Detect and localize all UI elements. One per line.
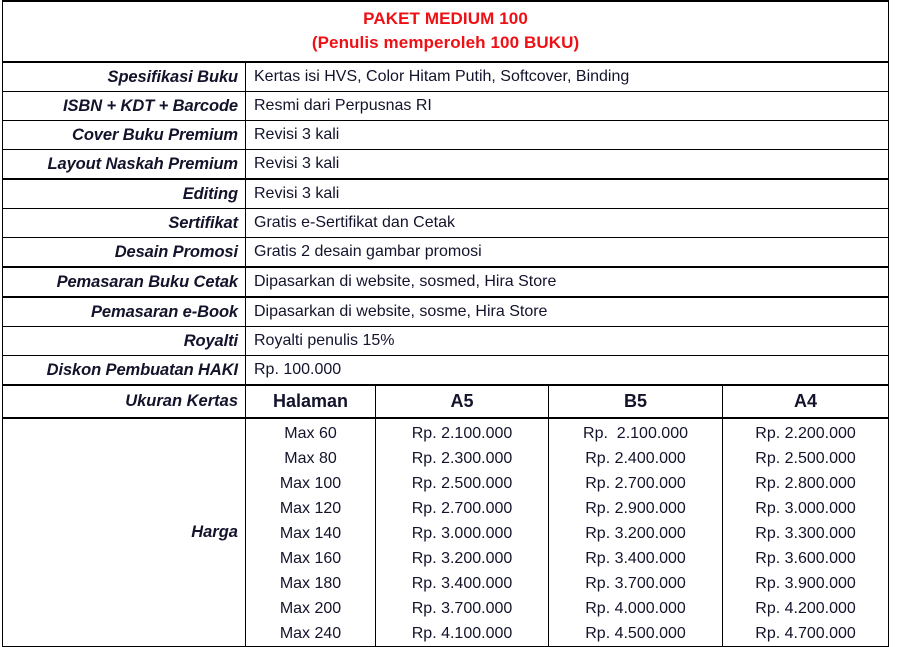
spec-label-spesifikasi-buku: Spesifikasi Buku — [3, 62, 246, 92]
spec-label-editing: Editing — [3, 179, 246, 209]
price-cell: Rp. 2.100.000 — [583, 425, 688, 442]
column-header-halaman: Halaman — [246, 385, 376, 418]
price-cell: Max 160 — [279, 550, 342, 567]
spec-label-layout-naskah-premium: Layout Naskah Premium — [3, 150, 246, 180]
spec-label-royalti: Royalti — [3, 327, 246, 356]
price-cell: Rp. 3.700.000 — [411, 600, 513, 617]
price-cell: Rp. 4.500.000 — [585, 625, 686, 642]
spec-label-pemasaran-ebook: Pemasaran e-Book — [3, 297, 246, 327]
spec-value-isbn-kdt-barcode: Resmi dari Perpusnas RI — [246, 92, 889, 121]
price-cell: Max 180 — [279, 575, 342, 592]
table-body — [3, 1, 889, 647]
spec-value-cover-buku-premium: Revisi 3 kali — [246, 121, 889, 150]
price-cell: Rp. 3.200.000 — [585, 525, 686, 542]
price-cell: Rp. 3.200.000 — [411, 550, 513, 567]
price-cell: Rp. 2.300.000 — [411, 450, 513, 467]
package-subtitle: (Penulis memperoleh 100 BUKU) — [311, 33, 580, 52]
column-header-a5: A5 — [376, 385, 549, 418]
price-cell: Rp. 4.000.000 — [585, 600, 686, 617]
price-cell: Rp. 4.700.000 — [755, 625, 856, 642]
price-stack-b5 — [549, 419, 722, 646]
price-stack-halaman — [246, 419, 375, 646]
price-cell: Max 140 — [279, 525, 342, 542]
spec-value-desain-promosi: Gratis 2 desain gambar promosi — [246, 238, 889, 268]
table-row — [3, 179, 889, 209]
column-header-a4: A4 — [723, 385, 889, 418]
price-cell: Max 60 — [284, 425, 337, 442]
table-row — [3, 62, 889, 92]
price-cell: Rp. 3.400.000 — [411, 575, 513, 592]
price-cell: Rp. 2.500.000 — [755, 450, 856, 467]
price-cell: Rp. 2.800.000 — [755, 475, 856, 492]
price-stack-a5 — [376, 419, 548, 646]
price-cell: Rp. 3.700.000 — [585, 575, 686, 592]
spec-label-diskon-haki: Diskon Pembuatan HAKI — [3, 356, 246, 386]
price-cell: Rp. 2.700.000 — [585, 475, 686, 492]
price-cell: Rp. 2.200.000 — [755, 425, 856, 442]
spec-label-pemasaran-buku-cetak: Pemasaran Buku Cetak — [3, 267, 246, 297]
spec-label-cover-buku-premium: Cover Buku Premium — [3, 121, 246, 150]
spec-value-pemasaran-buku-cetak: Dipasarkan di website, sosmed, Hira Store — [246, 267, 889, 297]
table-row — [3, 92, 889, 121]
price-cell: Rp. 2.100.000 — [411, 425, 513, 442]
table-row — [3, 238, 889, 268]
price-column-b5 — [549, 418, 723, 647]
table-row — [3, 297, 889, 327]
price-cell: Rp. 4.100.000 — [411, 625, 513, 642]
package-pricing-table — [2, 0, 889, 647]
spec-value-spesifikasi-buku: Kertas isi HVS, Color Hitam Putih, Softcover, Binding — [246, 62, 889, 92]
table-row — [3, 356, 889, 386]
price-cell: Max 100 — [279, 475, 342, 492]
price-column-a4 — [723, 418, 889, 647]
table-row — [3, 327, 889, 356]
price-cell: Max 80 — [284, 450, 337, 467]
spec-value-layout-naskah-premium: Revisi 3 kali — [246, 150, 889, 180]
price-cell: Rp. 2.900.000 — [585, 500, 686, 517]
price-column-halaman — [246, 418, 376, 647]
spec-value-sertifikat: Gratis e-Sertifikat dan Cetak — [246, 209, 889, 238]
price-cell: Rp. 3.400.000 — [585, 550, 686, 567]
price-cell: Max 240 — [279, 625, 342, 642]
spec-value-diskon-haki: Rp. 100.000 — [246, 356, 889, 386]
spec-value-royalti: Royalti penulis 15% — [246, 327, 889, 356]
spec-label-isbn-kdt-barcode: ISBN + KDT + Barcode — [3, 92, 246, 121]
price-cell: Rp. 2.500.000 — [411, 475, 513, 492]
package-title-cell — [3, 1, 889, 62]
price-cell: Rp. 4.200.000 — [755, 600, 856, 617]
spec-label-sertifikat: Sertifikat — [3, 209, 246, 238]
price-stack-a4 — [723, 419, 888, 646]
price-cell: Rp. 3.000.000 — [411, 525, 513, 542]
table-row — [3, 121, 889, 150]
price-cell: Rp. 3.600.000 — [755, 550, 856, 567]
spec-value-pemasaran-ebook: Dipasarkan di website, sosme, Hira Store — [246, 297, 889, 327]
price-cell: Rp. 2.700.000 — [411, 500, 513, 517]
spec-label-desain-promosi: Desain Promosi — [3, 238, 246, 268]
price-cell: Rp. 3.000.000 — [755, 500, 856, 517]
harga-label: Harga — [3, 418, 246, 647]
price-cell: Rp. 3.300.000 — [755, 525, 856, 542]
table-row — [3, 267, 889, 297]
paper-size-header-row — [3, 385, 889, 418]
spec-value-editing: Revisi 3 kali — [246, 179, 889, 209]
price-cell: Rp. 3.900.000 — [755, 575, 856, 592]
paper-size-row-label: Ukuran Kertas — [3, 385, 246, 418]
price-column-a5 — [376, 418, 549, 647]
title-row — [3, 1, 889, 62]
price-cell: Rp. 2.400.000 — [585, 450, 686, 467]
price-cell: Max 200 — [279, 600, 342, 617]
price-matrix-row — [3, 418, 889, 647]
table-row — [3, 209, 889, 238]
package-title: PAKET MEDIUM 100 — [363, 9, 528, 28]
price-cell: Max 120 — [279, 500, 342, 517]
column-header-b5: B5 — [549, 385, 723, 418]
table-row — [3, 150, 889, 180]
